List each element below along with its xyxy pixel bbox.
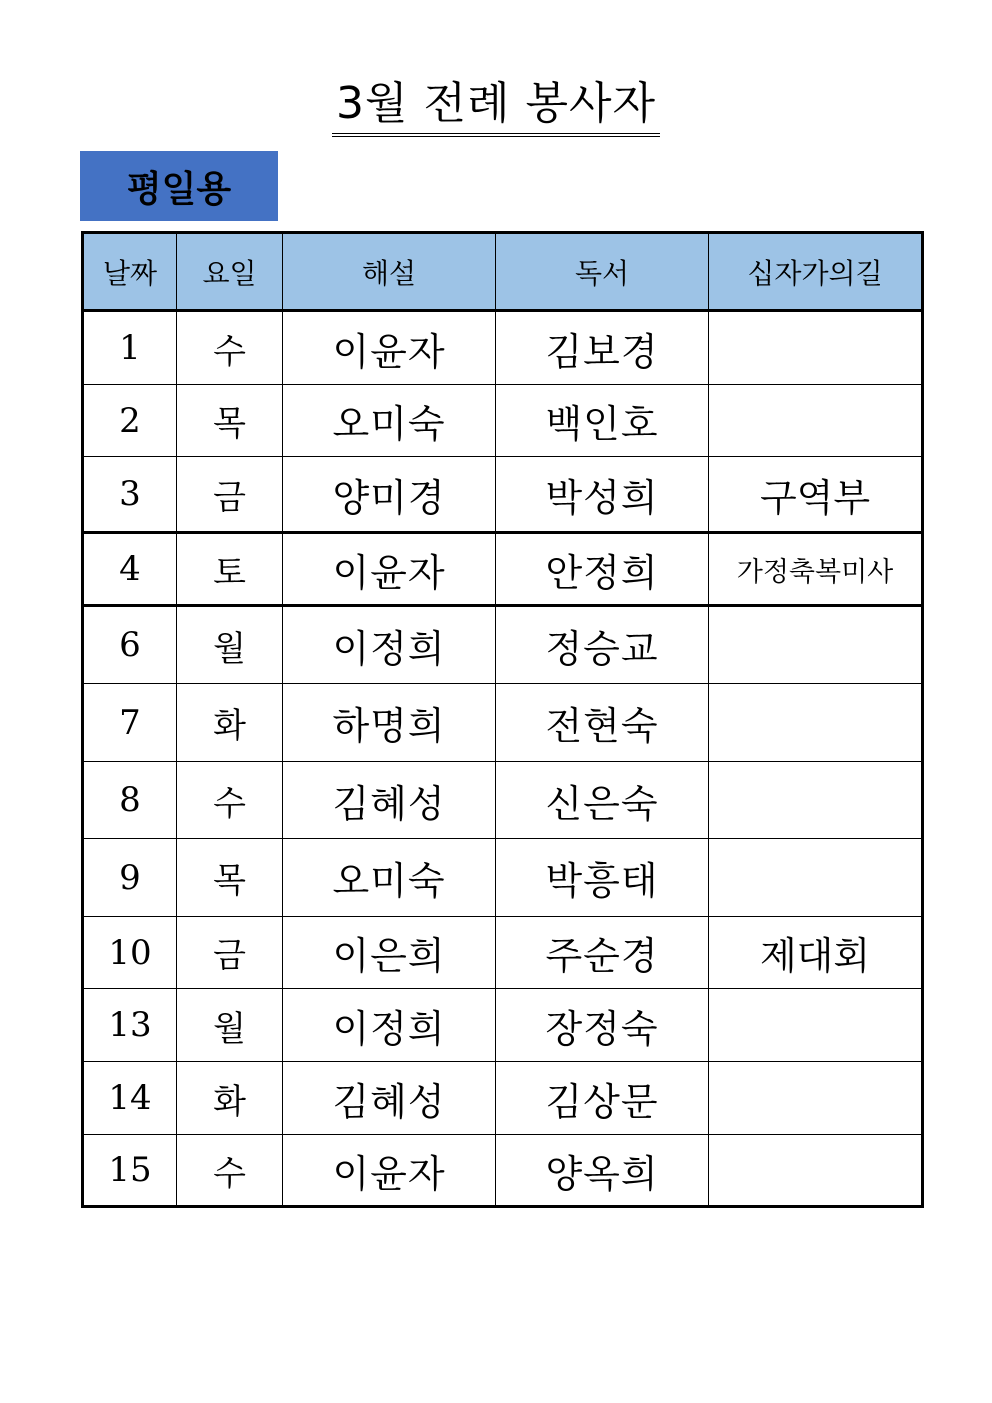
date-cell: 8 bbox=[83, 762, 177, 839]
header-commentator: 해설 bbox=[283, 233, 496, 311]
table-row bbox=[83, 606, 923, 684]
header-date: 날짜 bbox=[83, 233, 177, 311]
day-cell: 수 bbox=[177, 311, 283, 385]
commentator-cell: 오미숙 bbox=[283, 839, 496, 917]
date-cell: 6 bbox=[83, 606, 177, 684]
cross-cell bbox=[709, 606, 923, 684]
schedule-table bbox=[81, 231, 924, 1208]
date-cell: 13 bbox=[83, 989, 177, 1062]
reader-cell: 주순경 bbox=[496, 917, 709, 989]
day-cell: 금 bbox=[177, 457, 283, 533]
reader-cell: 백인호 bbox=[496, 385, 709, 457]
table-row bbox=[83, 839, 923, 917]
date-cell: 3 bbox=[83, 457, 177, 533]
commentator-cell: 김혜성 bbox=[283, 762, 496, 839]
day-cell: 월 bbox=[177, 606, 283, 684]
reader-cell: 안정희 bbox=[496, 533, 709, 606]
date-cell: 9 bbox=[83, 839, 177, 917]
date-cell: 7 bbox=[83, 684, 177, 762]
cross-cell bbox=[709, 839, 923, 917]
day-cell: 금 bbox=[177, 917, 283, 989]
cross-cell bbox=[709, 1062, 923, 1135]
commentator-cell: 하명희 bbox=[283, 684, 496, 762]
date-cell: 15 bbox=[83, 1135, 177, 1207]
day-cell: 토 bbox=[177, 533, 283, 606]
table-row bbox=[83, 1135, 923, 1207]
commentator-cell: 이은희 bbox=[283, 917, 496, 989]
cross-cell: 가정축복미사 bbox=[709, 533, 923, 606]
date-cell: 1 bbox=[83, 311, 177, 385]
table-row bbox=[83, 684, 923, 762]
cross-cell bbox=[709, 989, 923, 1062]
table-row bbox=[83, 457, 923, 533]
commentator-cell: 김혜성 bbox=[283, 1062, 496, 1135]
commentator-cell: 이윤자 bbox=[283, 533, 496, 606]
date-cell: 2 bbox=[83, 385, 177, 457]
table-row bbox=[83, 917, 923, 989]
reader-cell: 김상문 bbox=[496, 1062, 709, 1135]
table-header-row bbox=[83, 233, 923, 311]
day-cell: 월 bbox=[177, 989, 283, 1062]
day-cell: 화 bbox=[177, 1062, 283, 1135]
commentator-cell: 양미경 bbox=[283, 457, 496, 533]
header-cross: 십자가의길 bbox=[709, 233, 923, 311]
commentator-cell: 이정희 bbox=[283, 989, 496, 1062]
commentator-cell: 오미숙 bbox=[283, 385, 496, 457]
cross-cell bbox=[709, 1135, 923, 1207]
date-cell: 10 bbox=[83, 917, 177, 989]
cross-cell bbox=[709, 684, 923, 762]
reader-cell: 김보경 bbox=[496, 311, 709, 385]
day-cell: 수 bbox=[177, 762, 283, 839]
date-cell: 4 bbox=[83, 533, 177, 606]
table-row bbox=[83, 311, 923, 385]
cross-cell bbox=[709, 385, 923, 457]
table-row bbox=[83, 1062, 923, 1135]
header-day: 요일 bbox=[177, 233, 283, 311]
day-cell: 화 bbox=[177, 684, 283, 762]
table-row bbox=[83, 989, 923, 1062]
reader-cell: 양옥희 bbox=[496, 1135, 709, 1207]
cross-cell: 제대회 bbox=[709, 917, 923, 989]
commentator-cell: 이정희 bbox=[283, 606, 496, 684]
cross-cell bbox=[709, 311, 923, 385]
reader-cell: 정승교 bbox=[496, 606, 709, 684]
commentator-cell: 이윤자 bbox=[283, 1135, 496, 1207]
day-cell: 목 bbox=[177, 839, 283, 917]
reader-cell: 전현숙 bbox=[496, 684, 709, 762]
table-row bbox=[83, 762, 923, 839]
table-row bbox=[83, 385, 923, 457]
reader-cell: 장정숙 bbox=[496, 989, 709, 1062]
page-title-text: 3월 전례 봉사자 bbox=[332, 77, 660, 137]
date-cell: 14 bbox=[83, 1062, 177, 1135]
table-body bbox=[83, 311, 923, 1207]
header-reader: 독서 bbox=[496, 233, 709, 311]
table-row bbox=[83, 533, 923, 606]
day-cell: 수 bbox=[177, 1135, 283, 1207]
reader-cell: 박흥태 bbox=[496, 839, 709, 917]
reader-cell: 박성희 bbox=[496, 457, 709, 533]
day-cell: 목 bbox=[177, 385, 283, 457]
commentator-cell: 이윤자 bbox=[283, 311, 496, 385]
section-label: 평일용 bbox=[80, 151, 278, 221]
page-title bbox=[0, 74, 992, 137]
reader-cell: 신은숙 bbox=[496, 762, 709, 839]
cross-cell bbox=[709, 762, 923, 839]
cross-cell: 구역부 bbox=[709, 457, 923, 533]
